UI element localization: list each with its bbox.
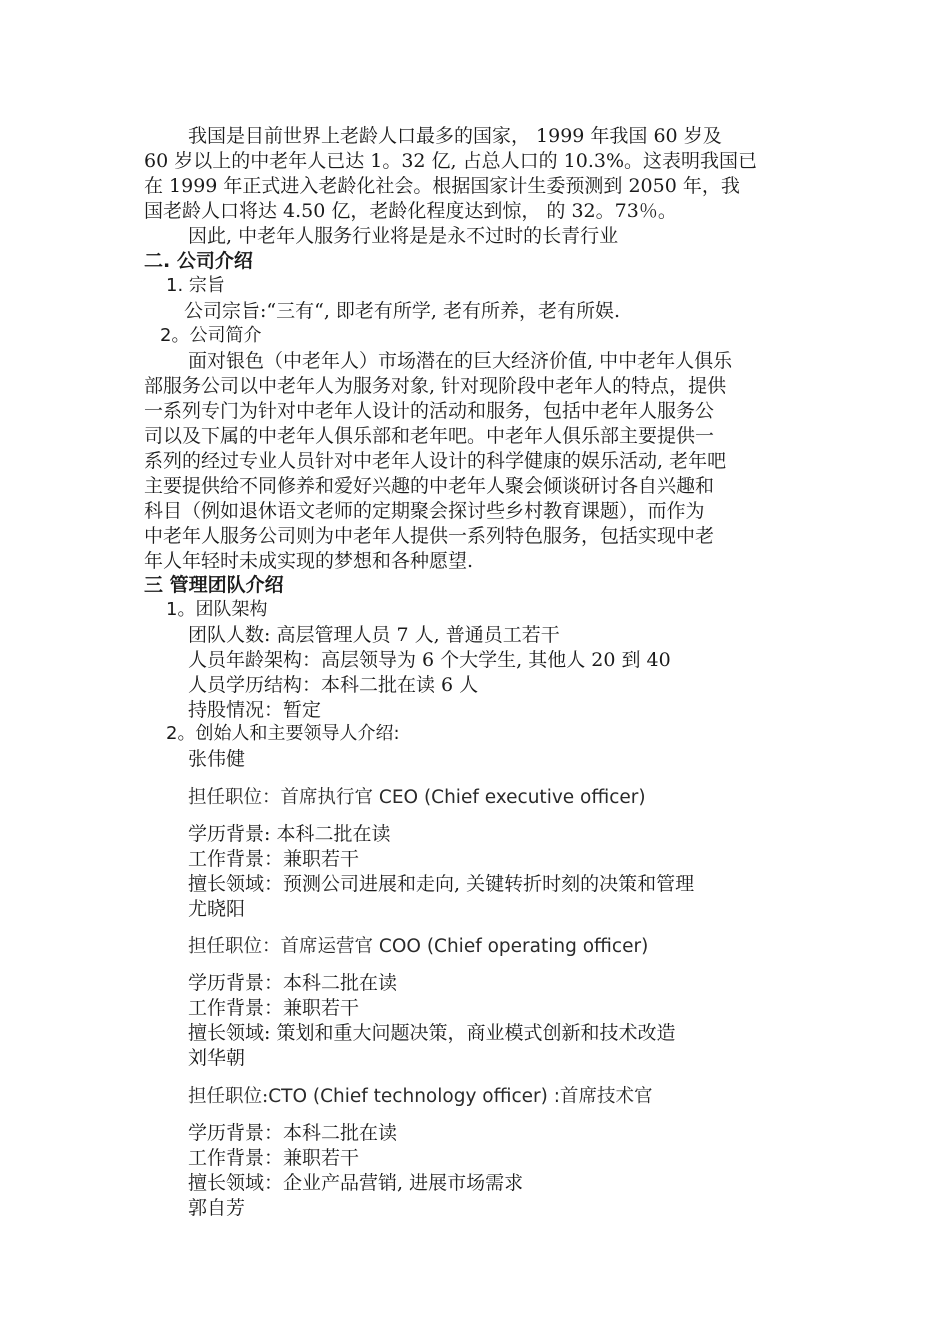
intro-para-line-7: 科目（例如退休语文老师的定期聚会探讨些乡村教育课题），而作为 [144,500,705,522]
section2-sub1-title: 1. 宗旨 [166,275,225,296]
intro-para-line-6: 主要提供给不同修养和爱好兴趣的中老年人聚会倾谈研讨各自兴趣和 [144,475,715,497]
person-3-skill: 擅长领域：企业产品营销, 进展市场需求 [188,1172,524,1194]
intro-para-line-2: 部服务公司以中老年人为服务对象, 针对现阶段中老年人的特点，提供 [144,375,727,397]
intro-line-5: 因此, 中老年人服务行业将是是永不过时的长青行业 [188,225,619,247]
intro-para-line-3: 一系列专门为针对中老年人设计的活动和服务，包括中老年人服务公 [144,400,715,422]
person-1-name: 张伟健 [188,748,246,770]
team-age: 人员年龄架构：高层领导为 6 个大学生, 其他人 20 到 40 [188,649,671,671]
intro-para-line-5: 系列的经过专业人员针对中老年人设计的科学健康的娱乐活动, 老年吧 [144,450,727,472]
section2-sub1-text: 公司宗旨:“三有“, 即老有所学, 老有所养，老有所娱. [184,300,621,322]
person-1-role [188,786,646,810]
person-1-work: 工作背景：兼职若干 [188,848,360,870]
person-2-work: 工作背景：兼职若干 [188,997,360,1019]
section2-heading: 二. 公司介绍 [144,250,253,272]
intro-line-1: 我国是目前世界上老龄人口最多的国家， 1999 年我国 60 岁及 [188,125,722,147]
intro-para-line-8: 中老年人服务公司则为中老年人提供一系列特色服务，包括实现中老 [144,525,715,547]
section3-sub1-title: 1。团队架构 [166,599,268,620]
person-3-name: 刘华朝 [188,1047,246,1069]
section2-sub2-title: 2。公司简介 [160,325,262,346]
intro-line-3: 在 1999 年正式进入老龄化社会。根据国家计生委预测到 2050 年，我 [144,175,740,197]
team-size: 团队人数: 高层管理人员 7 人, 普通员工若干 [188,624,560,646]
person-1-skill: 擅长领域：预测公司进展和走向, 关键转折时刻的决策和管理 [188,873,695,895]
person-3-work: 工作背景：兼职若干 [188,1147,360,1169]
intro-line-2: 60 岁以上的中老年人已达 1。32 亿, 占总人口的 10.3%。这表明我国已 [144,150,758,172]
person-1-role-value: 首席执行官 CEO (Chief executive officer) [280,787,646,808]
section3-heading: 三 管理团队介绍 [144,574,284,596]
team-education: 人员学历结构：本科二批在读 6 人 [188,674,479,696]
person-3-role-label: 担任职位: [188,1086,269,1107]
person-3-role [188,1085,652,1109]
person-2-edu: 学历背景：本科二批在读 [188,972,398,994]
person-1-role-label: 担任职位： [188,787,281,808]
person-2-role-label: 担任职位： [188,936,281,957]
team-shares: 持股情况：暂定 [188,699,322,721]
section3-sub2-title: 2。创始人和主要领导人介绍: [166,723,400,744]
person-2-role-value: 首席运营官 COO (Chief operating officer) [280,936,649,957]
intro-para-line-1: 面对银色（中老年人）市场潜在的巨大经济价值, 中中老年人俱乐 [188,350,733,372]
person-2-name: 尤晓阳 [188,898,246,920]
person-1-edu: 学历背景: 本科二批在读 [188,823,391,845]
person-3-role-value: CTO (Chief technology officer) :首席技术官 [268,1086,653,1107]
intro-para-line-9: 年人年轻时未成实现的梦想和各种愿望. [144,550,474,572]
intro-line-4: 国老龄人口将达 4.50 亿，老龄化程度达到惊， 的 32。73％。 [144,200,677,222]
person-2-skill: 擅长领域: 策划和重大问题决策，商业模式创新和技术改造 [188,1022,676,1044]
person-4-name: 郭自芳 [188,1197,246,1219]
person-3-edu: 学历背景：本科二批在读 [188,1122,398,1144]
intro-para-line-4: 司以及下属的中老年人俱乐部和老年吧。中老年人俱乐部主要提供一 [144,425,715,447]
person-2-role [188,935,648,959]
